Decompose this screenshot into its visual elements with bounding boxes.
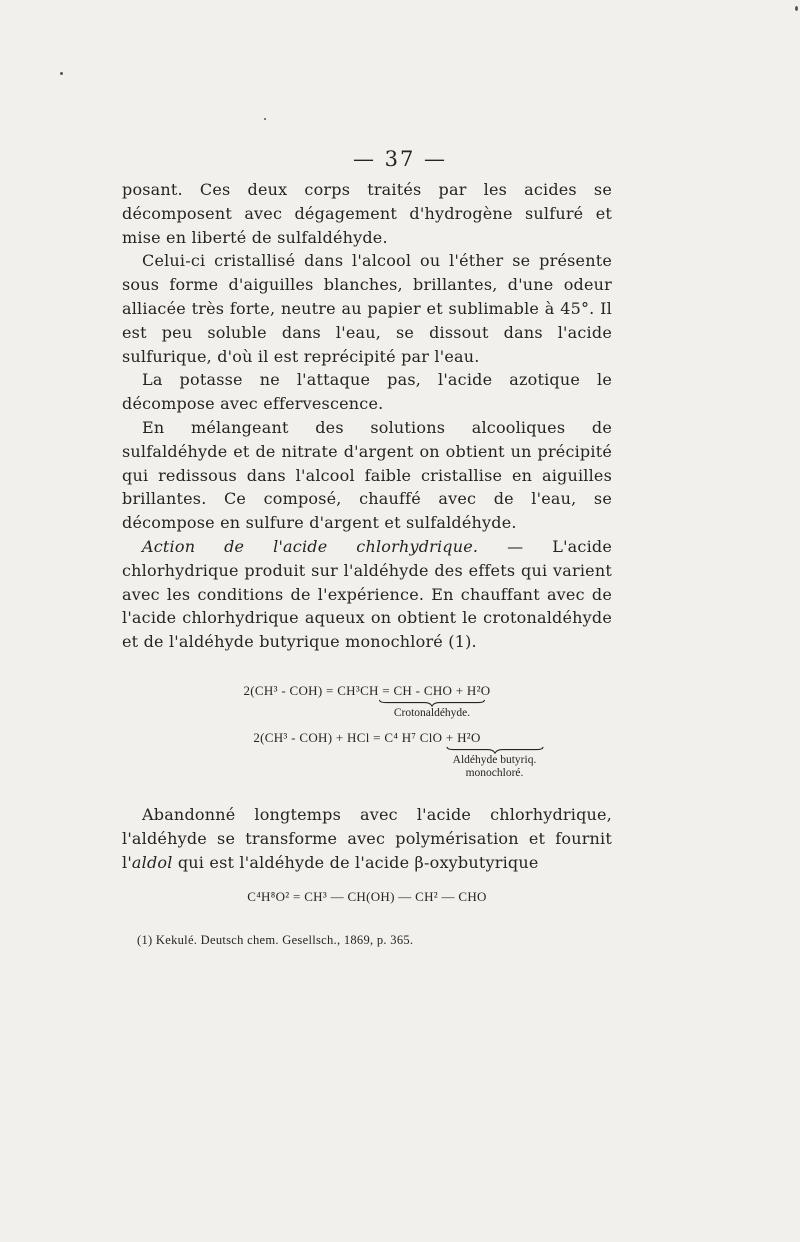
equation-aldol: C⁴H⁸O² = CH³ — CH(OH) — CH² — CHO	[247, 889, 487, 904]
aldol-term: aldol	[131, 852, 173, 872]
body-text-continued	[122, 803, 612, 874]
formula-block	[122, 683, 612, 780]
paragraph	[122, 535, 612, 654]
paragraph-text: Abandonné longtemps avec l'acide chlorhydrique, l'aldéhyde se transforme avec polymérisation et fournit l'	[122, 805, 612, 872]
paragraph: En mélangeant des solutions alcooliques de sulfaldéhyde et de nitrate d'argent on obtient un précipité qui redissous dans l'alcool faible cristallise en aiguilles brillantes. Ce composé, chauffé avec de l'eau, se décompose en sulfure d'argent et sulfaldéhyde.	[122, 417, 612, 533]
equation-label: Crotonaldéhyde.	[393, 707, 471, 719]
footnote: (1) Kekulé. Deutsch chem. Gesellsch., 1869, p. 365.	[137, 933, 414, 947]
paragraph-text: — L'acide chlorhydrique produit sur l'aldéhyde des effets qui varient avec les conditions de l'expérience. En chauffant avec de l'acide chlorhydrique aqueux on obtient le crotonaldéhyde et de l'aldéhyde butyrique monochloré (1).	[122, 536, 612, 652]
underbrace	[440, 746, 550, 754]
equation-label: monochloré.	[465, 767, 524, 779]
underbrace	[372, 699, 492, 707]
equation-label: Aldéhyde butyriq.	[452, 754, 537, 766]
equation-crotonaldehyde: 2(CH³ - COH) = CH³CH = CH - CHO + H²O	[243, 683, 491, 698]
paragraph-text: qui est l'aldéhyde de l'acide β-oxybutyrique	[172, 852, 539, 872]
body-text	[122, 178, 612, 654]
paper-speck	[60, 72, 63, 75]
section-heading: Action de l'acide chlorhydrique.	[142, 536, 479, 556]
equation-butyric: 2(CH³ - COH) + HCl = C⁴ H⁷ ClO + H²O	[253, 730, 481, 745]
paper-speck	[264, 118, 266, 120]
paragraph: posant. Ces deux corps traités par les acides se décomposent avec dégagement d'hydrogène sulfuré et mise en liberté de sulfaldéhyde.	[122, 180, 612, 247]
paragraph	[122, 803, 612, 874]
paragraph: La potasse ne l'attaque pas, l'acide azotique le décompose avec effervescence.	[122, 370, 612, 414]
paragraph: Celui-ci cristallisé dans l'alcool ou l'éther se présente sous forme d'aiguilles blanches, brillantes, d'une odeur alliacée très forte, neutre au papier et sublimable à 45°. Il est peu soluble dans l'eau, se dissout dans l'acide sulfurique, d'où il est reprécipité par l'eau.	[122, 251, 612, 366]
page-number: — 37 —	[352, 147, 448, 171]
paper-speck	[795, 6, 798, 11]
formula-block	[122, 889, 612, 905]
